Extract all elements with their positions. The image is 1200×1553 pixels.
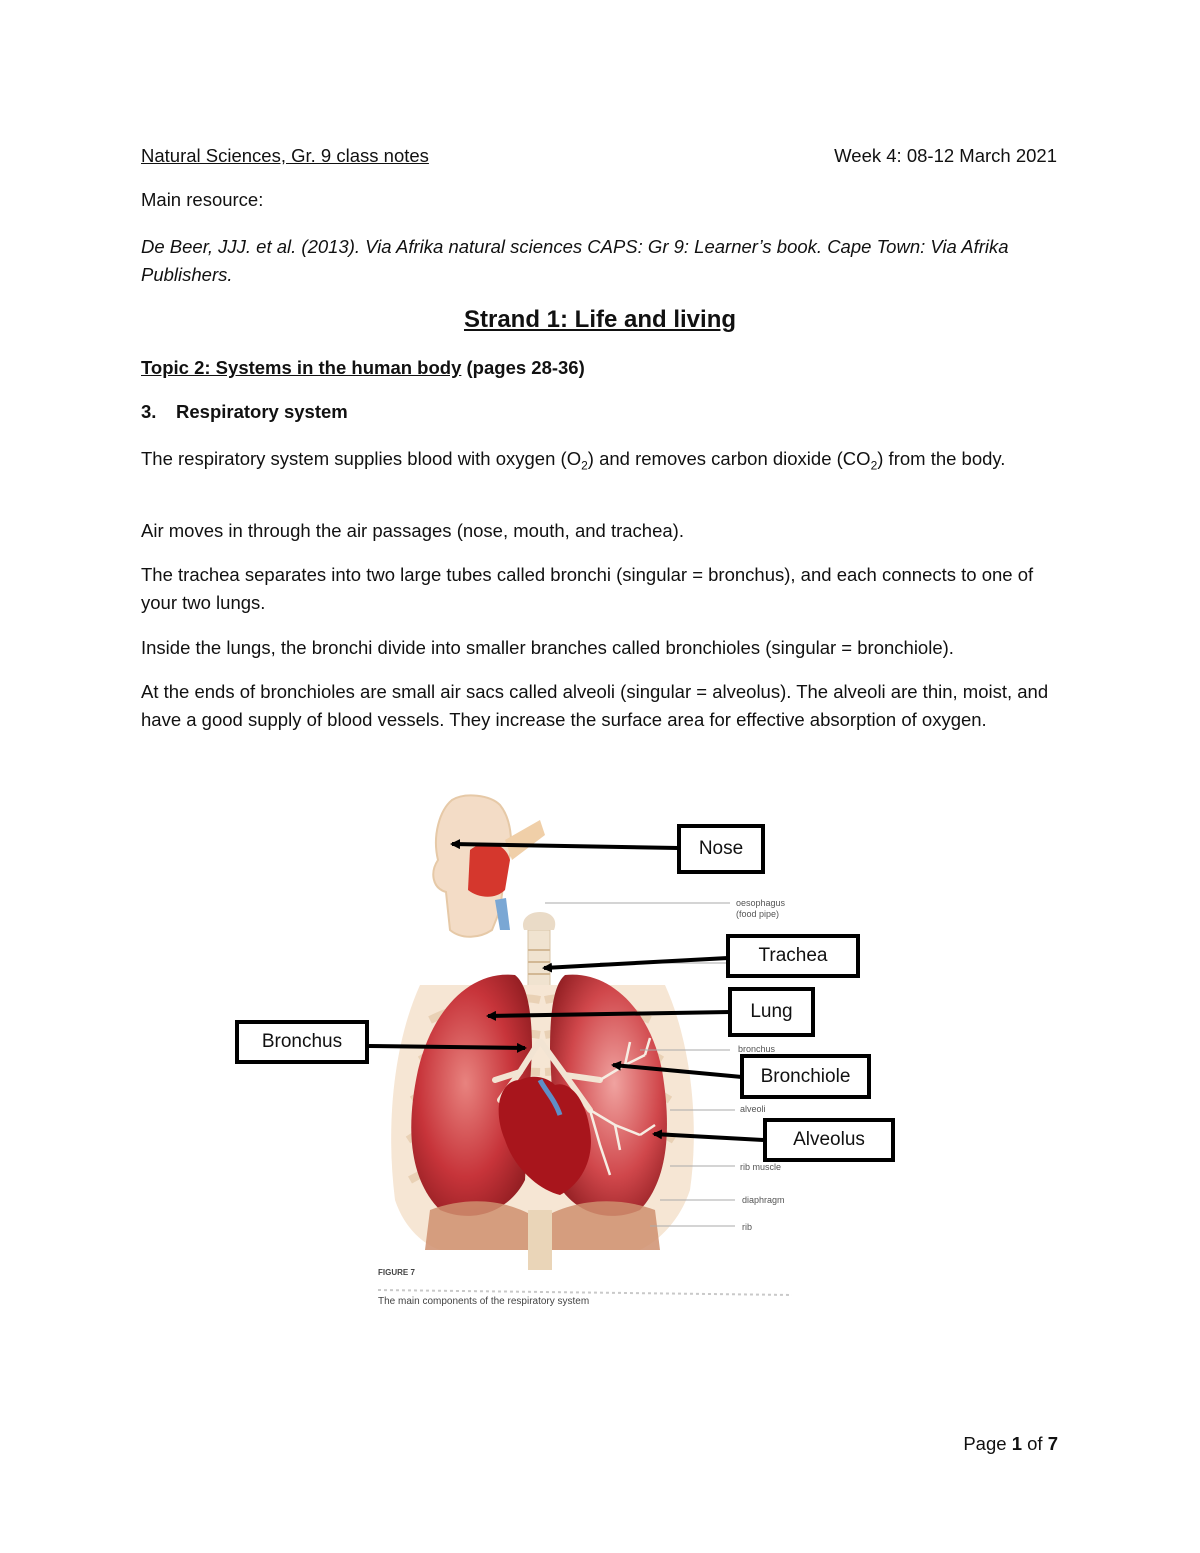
label-box-trachea: Trachea [726,934,860,978]
header-right: Week 4: 08-12 March 2021 [834,145,1057,166]
label-box-nose: Nose [677,824,765,874]
label-food-pipe: (food pipe) [736,909,780,919]
label-bronchus-small: bronchus [738,1044,776,1054]
label-oesophagus: oesophagus [736,898,786,908]
topic-pages: (pages 28-36) [461,357,585,378]
paragraph-2: Air moves in through the air passages (nose, mouth, and trachea). [141,520,684,541]
header-left: Natural Sciences, Gr. 9 class notes [141,145,429,166]
paragraph-3: The trachea separates into two large tubes called bronchi (singular = bronchus), and each connects to one of your two lungs. [141,564,1034,613]
topic-title: Topic 2: Systems in the human body [141,357,462,378]
label-box-bronchus: Bronchus [235,1020,369,1064]
paragraph-5: At the ends of bronchioles are small air sacs called alveoli (singular = alveolus). The alveoli are thin, moist, and have a good supply of blood vessels. They increase the surface area for effective absorption of oxygen. [141,681,1049,730]
strand-title: Strand 1: Life and living [463,306,737,333]
section-heading [141,401,348,423]
citation-line-1: De Beer, JJJ. et al. (2013). Via Afrika natural sciences CAPS: Gr 9: Learner’s book. Cape Town: Via Afrika [141,236,1009,257]
paragraph-1: The respiratory system supplies blood with oxygen $(O_2)$ and removes carbon dioxide $(CO_2)$ from the body. [141,448,1006,473]
paragraph-4: Inside the lungs, the bronchi divide into smaller branches called bronchioles (singular = bronchiole). [141,637,954,658]
respiratory-illustration [0,780,1200,1340]
label-box-bronchiole: Bronchiole [740,1054,871,1099]
section-number: 3. [141,401,157,422]
page-number: Page 1 of 7 [963,1433,1058,1454]
resource-citation [141,233,1061,289]
citation-line-2: Publishers. [141,264,233,285]
respiratory-figure [0,780,1200,1340]
label-box-alveolus: Alveolus [763,1118,895,1162]
figure-caption: The main components of the respiratory system [378,1296,590,1307]
resource-label: Main resource: [141,189,264,210]
label-alveoli-small: alveoli [740,1104,766,1114]
figure-number: FIGURE 7 [378,1268,415,1277]
arrow-bronchus [369,1046,525,1048]
label-box-lung: Lung [728,987,815,1037]
label-diaphragm-small: diaphragm [742,1195,785,1205]
section-title: Respiratory system [176,401,348,422]
topic-heading [141,357,585,379]
label-rib-small: rib [742,1222,753,1232]
label-rib-muscle-small: rib muscle [740,1162,782,1172]
